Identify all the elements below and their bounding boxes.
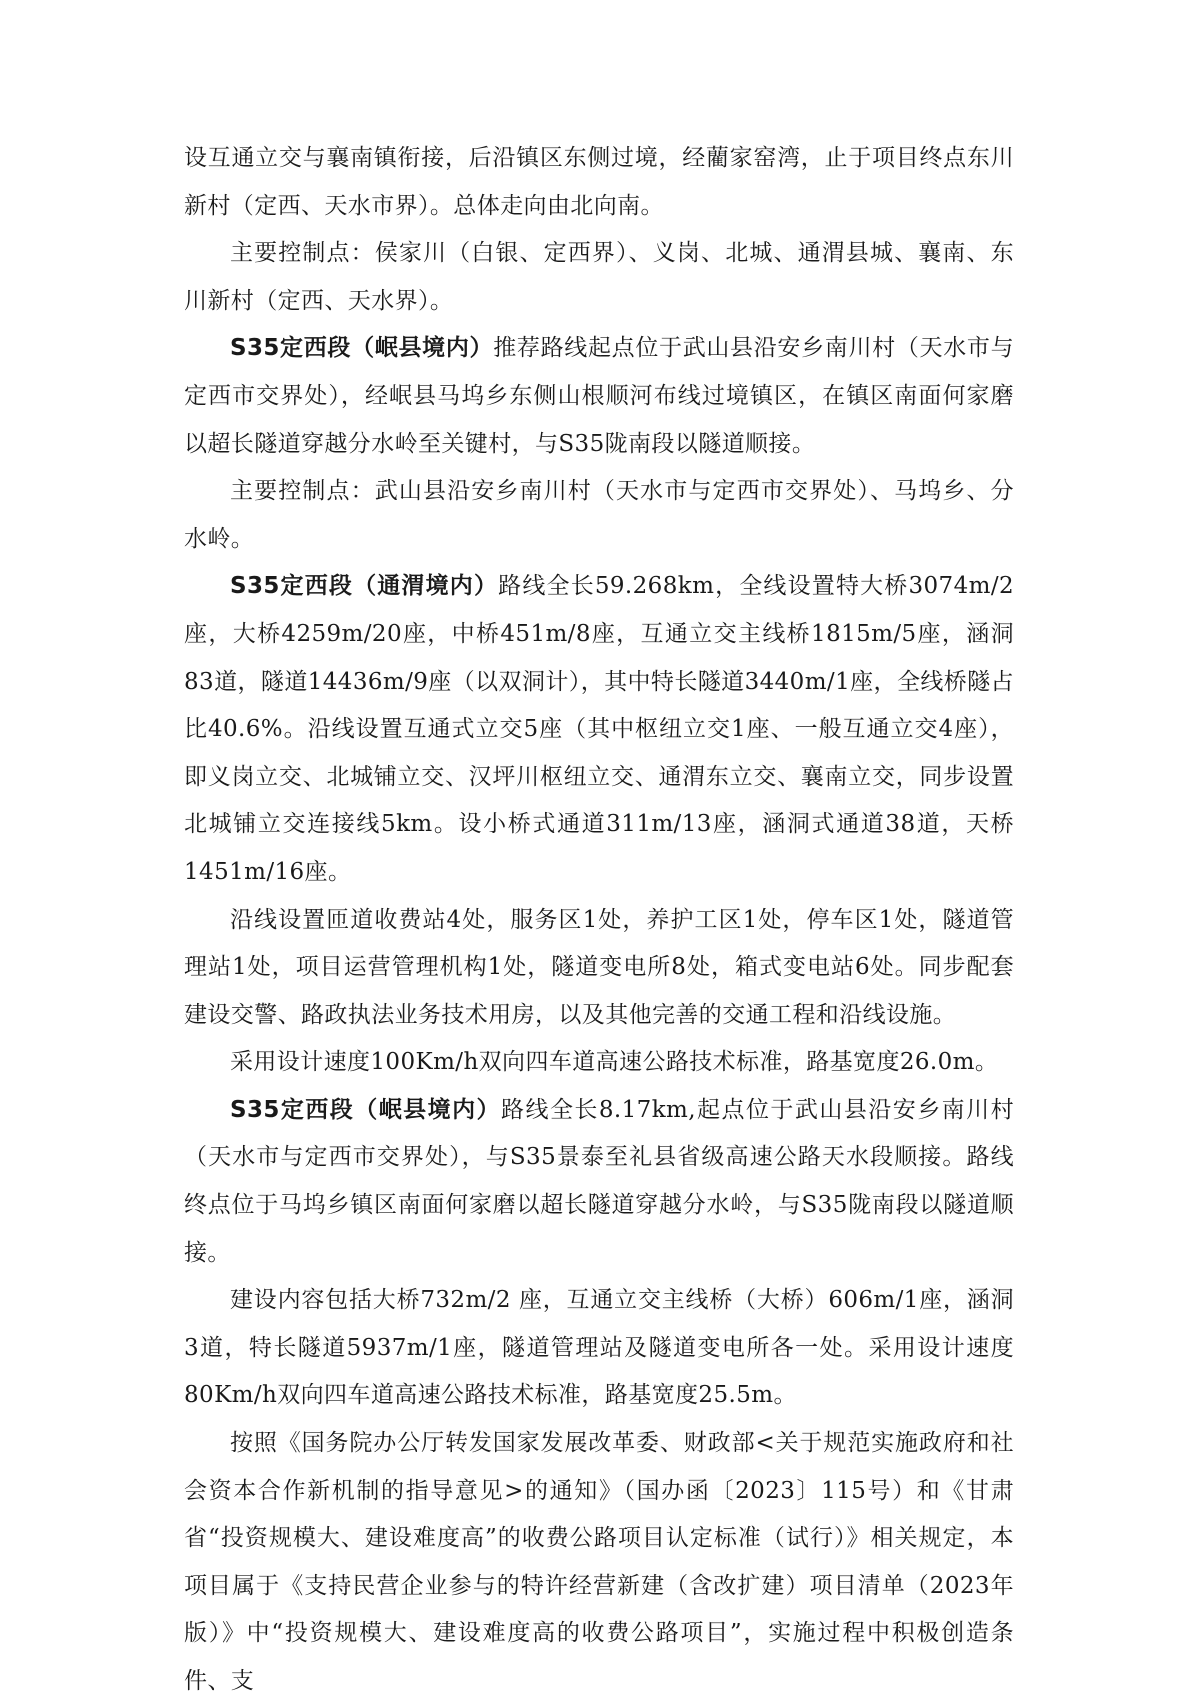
- paragraph-text: 沿线设置匝道收费站4处，服务区1处，养护工区1处，停车区1处，隧道管理站1处，项目运营管理机构1处，隧道变电所8处，箱式变电站6处。同步配套建设交警、路政执法业务技术用房，以及其他完善的交通工程和沿线设施。: [184, 906, 1014, 1028]
- paragraph-text: 建设内容包括大桥732m/2 座，互通立交主线桥（大桥）606m/1座，涵洞3道，特长隧道5937m/1座，隧道管理站及隧道变电所各一处。采用设计速度80Km/h双向四车道高速公路技术标准，路基宽度25.5m。: [184, 1287, 1014, 1409]
- paragraph-minxian-construction: [184, 1277, 1014, 1420]
- paragraph-minxian-scale: [184, 1087, 1014, 1277]
- paragraph-text: 主要控制点：侯家川（白银、定西界）、义岗、北城、通渭县城、襄南、东川新村（定西、天水界）。: [184, 240, 1014, 314]
- section-lead: S35定西段（岷县境内）: [230, 1096, 502, 1123]
- paragraph-text: 采用设计速度100Km/h双向四车道高速公路技术标准，路基宽度26.0m。: [230, 1049, 999, 1076]
- document-page: [184, 135, 1014, 1706]
- paragraph-control-points-minxian: [184, 468, 1014, 563]
- paragraph-policy-basis: [184, 1420, 1014, 1706]
- paragraph-control-points-tongwei: [184, 230, 1014, 325]
- paragraph-text: 推荐路线起点位于武山县沿安乡南川村（天水市与定西市交界处），经岷县马坞乡东侧山根顺河布线过境镇区，在镇区南面何家磨以超长隧道穿越分水岭至关键村，与S35陇南段以隧道顺接。: [184, 335, 1014, 457]
- paragraph-standard-tongwei: [184, 1039, 1014, 1087]
- section-lead: S35定西段（岷县境内）: [230, 335, 494, 362]
- paragraph-text: 路线全长59.268km，全线设置特大桥3074m/2座，大桥4259m/20座，中桥451m/8座，互通立交主线桥1815m/5座，涵洞83道，隧道14436m/9座（以双洞计），其中特长隧道3440m/1座，全线桥隧占比40.6%。沿线设置互通式立交5座（其中枢纽立交1座、一般互通立交4座），即义岗立交、北城铺立交、汉坪川枢纽立交、通渭东立交、襄南立交，同步设置北城铺立交连接线5km。设小桥式通道311m/13座，涵洞式通道38道，天桥1451m/16座。: [184, 573, 1015, 885]
- section-lead: S35定西段（通渭境内）: [230, 573, 499, 600]
- paragraph-route-continuation: [184, 135, 1014, 230]
- paragraph-text: 主要控制点：武山县沿安乡南川村（天水市与定西市交界处）、马坞乡、分水岭。: [184, 478, 1014, 552]
- paragraph-facilities: [184, 897, 1014, 1040]
- paragraph-text: 按照《国务院办公厅转发国家发展改革委、财政部<关于规范实施政府和社会资本合作新机制的指导意见>的通知》（国办函〔2023〕115号）和《甘肃省“投资规模大、建设难度高”的收费公路项目认定标准（试行）》相关规定，本项目属于《支持民营企业参与的特许经营新建（含改扩建）项目清单（2023年版）》中“投资规模大、建设难度高的收费公路项目”，实施过程中积极创造条件、支: [184, 1430, 1014, 1694]
- paragraph-tongwei-scale: [184, 563, 1014, 896]
- paragraph-text: 路线全长8.17km,起点位于武山县沿安乡南川村（天水市与定西市交界处），与S35景泰至礼县省级高速公路天水段顺接。路线终点位于马坞乡镇区南面何家磨以超长隧道穿越分水岭，与S35陇南段以隧道顺接。: [184, 1096, 1015, 1266]
- paragraph-text: 设互通立交与襄南镇衔接，后沿镇区东侧过境，经藺家窑湾，止于项目终点东川新村（定西、天水市界）。总体走向由北向南。: [184, 145, 1014, 219]
- paragraph-minxian-route: [184, 325, 1014, 468]
